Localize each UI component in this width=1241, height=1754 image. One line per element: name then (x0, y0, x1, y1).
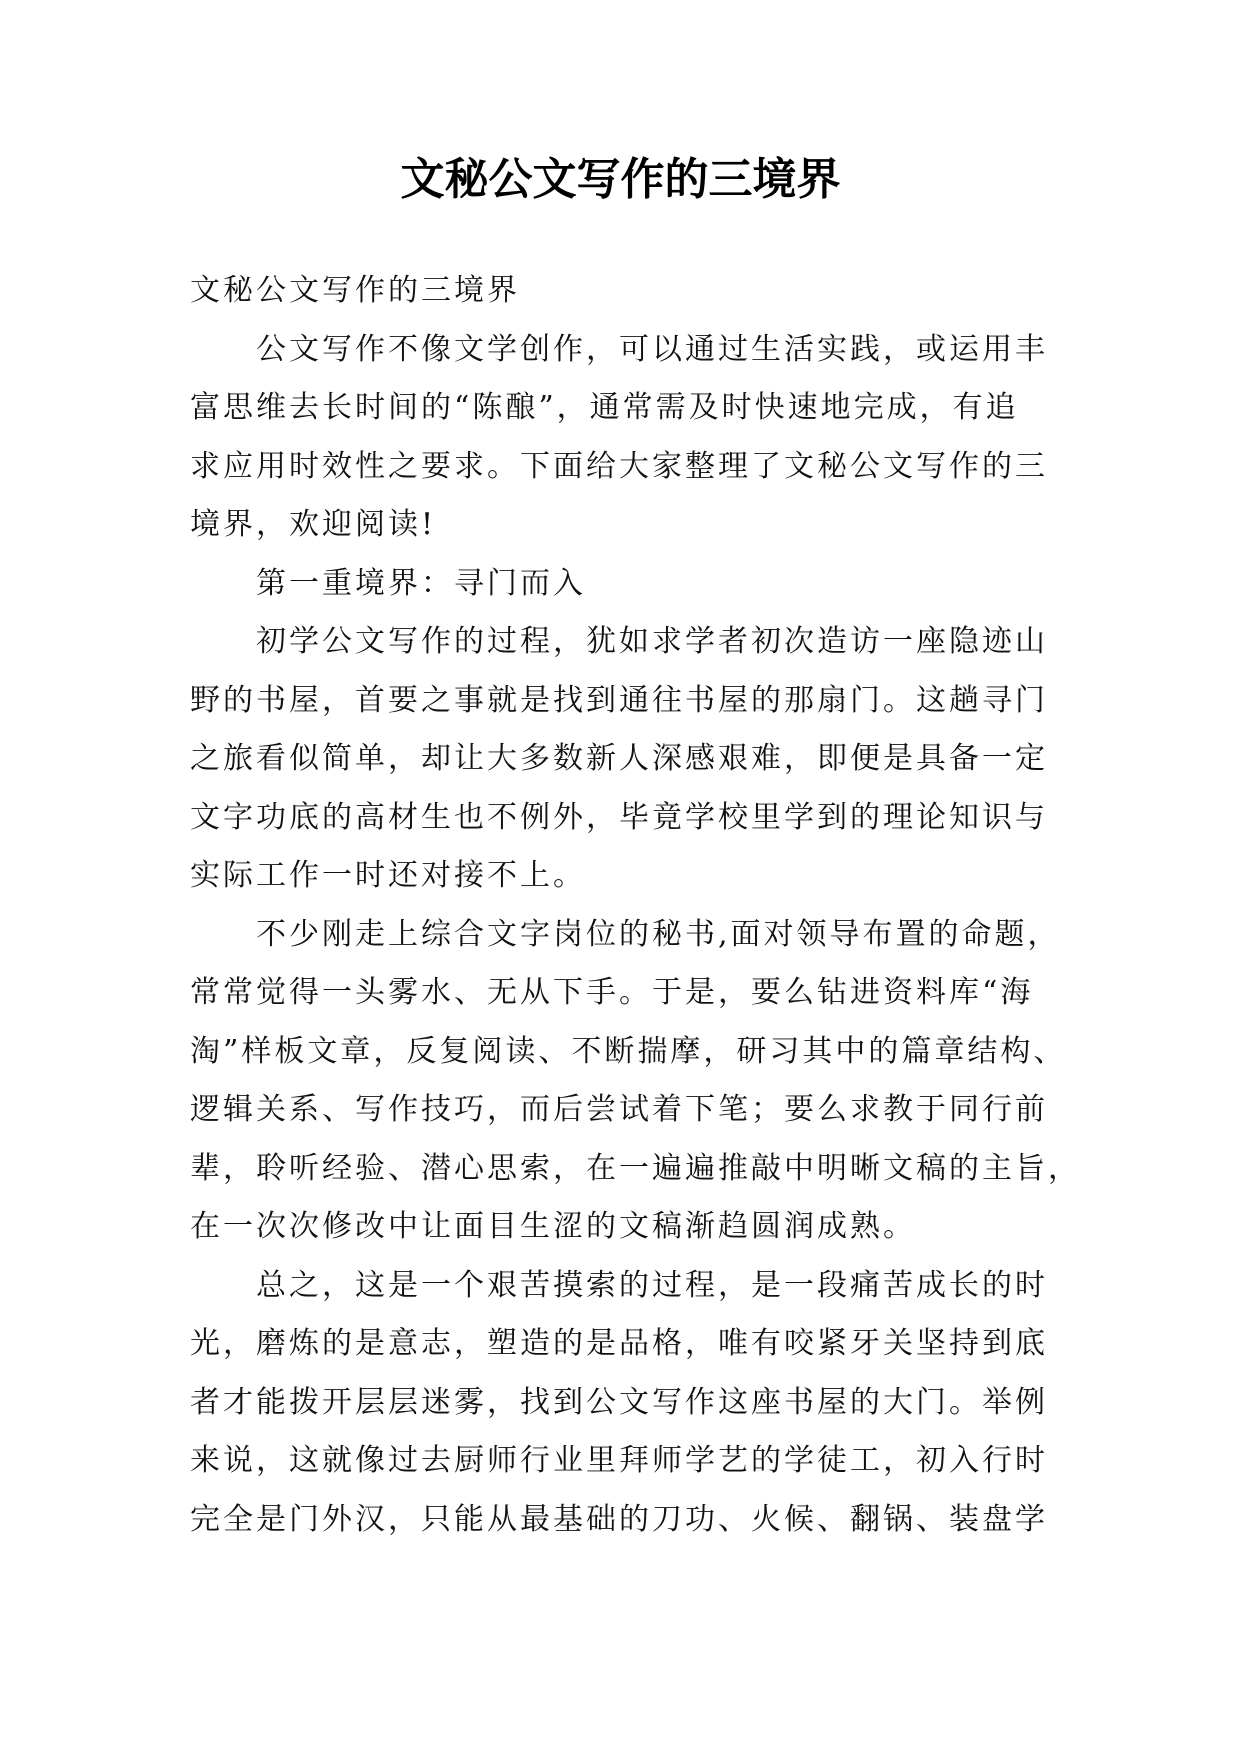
text-line: 不少刚走上综合文字岗位的秘书,面对领导布置的命题， (256, 916, 1061, 952)
text-line: 实际工作一时还对接不上。 (190, 858, 586, 893)
text-line: 常常觉得一头雾水、无从下手。于是，要么钻进资料库“海 (190, 975, 1034, 1010)
text-line: 光，磨炼的是意志，塑造的是品格，唯有咬紧牙关坚持到底 (190, 1326, 1048, 1361)
text-line: 富思维去长时间的“陈酿”，通常需及时快速地完成，有追 (190, 390, 1019, 425)
text-line: 野的书屋，首要之事就是找到通往书屋的那扇门。这趟寻门 (190, 682, 1048, 718)
document-body (190, 262, 1081, 1549)
text-line: 逻辑关系、写作技巧，而后尝试着下笔；要么求教于同行前 (190, 1092, 1048, 1127)
text-line: 淘”样板文章，反复阅读、不断揣摩，研习其中的篇章结构、 (190, 1033, 1067, 1069)
text-line: 文秘公文写作的三境界 (190, 273, 520, 308)
text-line: 初学公文写作的过程，犹如求学者初次造访一座隐迹山 (256, 624, 1048, 659)
text-line: 之旅看似简单，却让大多数新人深感艰难，即便是具备一定 (190, 741, 1048, 776)
text-line: 来说，这就像过去厨师行业里拜师学艺的学徒工，初入行时 (190, 1443, 1048, 1478)
text-line: 者才能拨开层层迷雾，找到公文写作这座书屋的大门。举例 (190, 1384, 1048, 1420)
text-line: 求应用时效性之要求。下面给大家整理了文秘公文写作的三 (190, 448, 1048, 484)
text-line: 第一重境界：寻门而入 (256, 565, 586, 601)
text-line: 文字功底的高材生也不例外，毕竟学校里学到的理论知识与 (190, 799, 1048, 835)
text-line: 境界，欢迎阅读! (190, 507, 437, 542)
text-line: 完全是门外汉，只能从最基础的刀功、火候、翻锅、装盘学 (190, 1501, 1048, 1537)
text-line: 辈，聆听经验、潜心思索，在一遍遍推敲中明晰文稿的主旨， (190, 1150, 1081, 1186)
text-line: 总之，这是一个艰苦摸索的过程，是一段痛苦成长的时 (256, 1267, 1048, 1303)
page-title: 文秘公文写作的三境界 (400, 154, 841, 205)
text-line: 在一次次修改中让面目生涩的文稿渐趋圆润成熟。 (190, 1209, 916, 1244)
text-line: 公文写作不像文学创作，可以通过生活实践，或运用丰 (256, 331, 1048, 367)
